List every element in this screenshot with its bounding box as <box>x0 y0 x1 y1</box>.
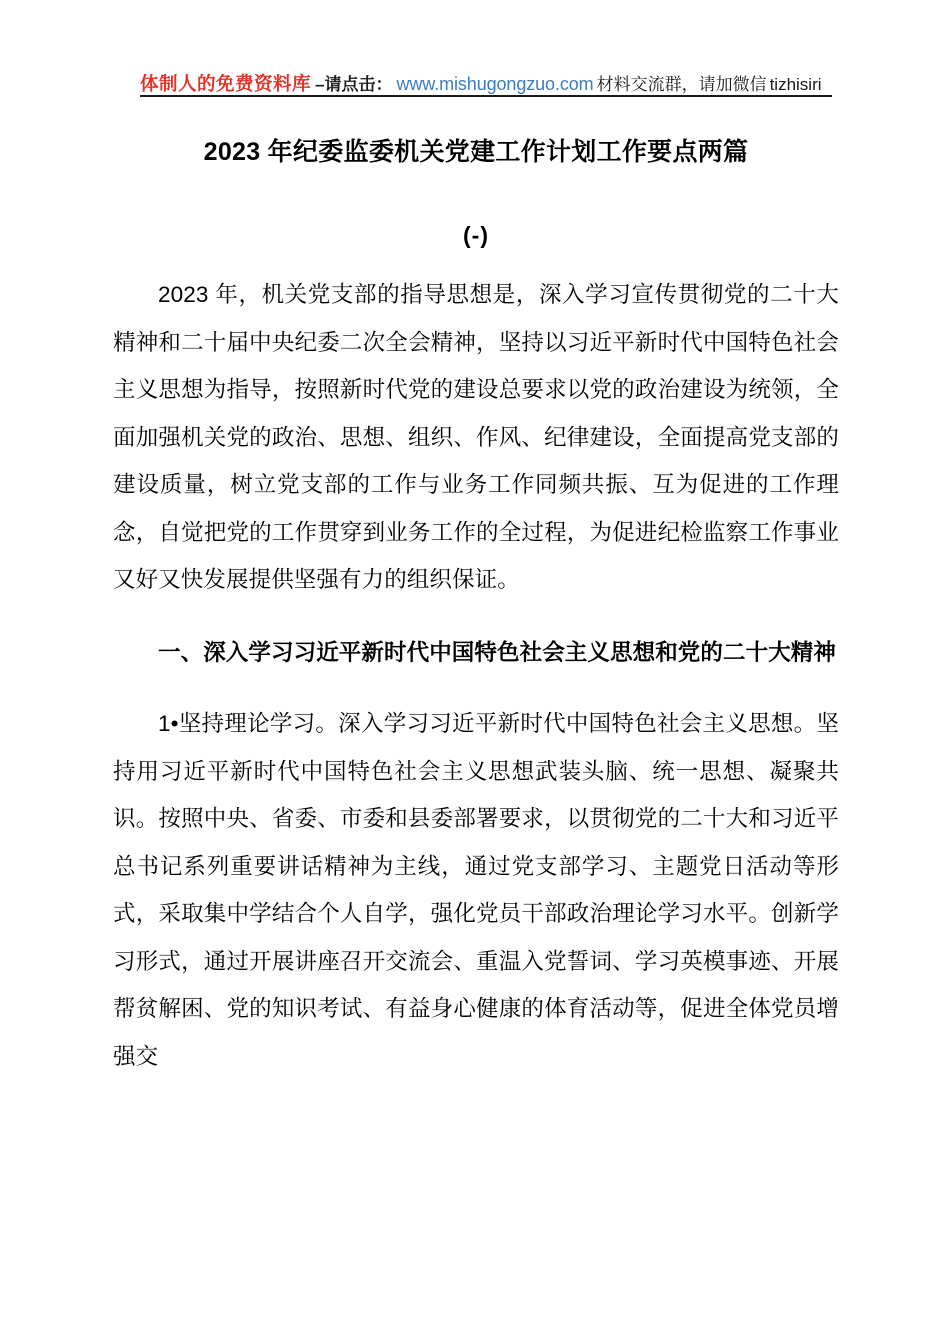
promo-website-link[interactable]: www.mishugongzuo.com <box>396 74 594 94</box>
document-body <box>113 128 839 1080</box>
list-item-one-paragraph: 1•坚持理论学习。深入学习习近平新时代中国特色社会主义思想。坚持用习近平新时代中国特色社会主义思想武装头脑、统一思想、凝聚共识。按照中央、省委、市委和县委部署要求，以贯彻党的二十大和习近平总书记系列重要讲话精神为主线，通过党支部学习、主题党日活动等形式，采取集中学结合个人自学，强化党员干部政治理论学习水平。创新学习形式，通过开展讲座召开交流会、重温入党誓词、学习英模事迹、开展帮贫解困、党的知识考试、有益身心健康的体育活动等，促进全体党员增强交 <box>113 711 839 1069</box>
promo-click-prompt: –请点击： <box>315 75 393 94</box>
promo-wechat-id: tizhisiri <box>769 75 822 94</box>
section-marker: (-) <box>463 222 489 249</box>
section-heading-one: 一、深入学习习近平新时代中国特色社会主义思想和党的二十大精神 <box>158 639 837 665</box>
promo-header-banner <box>140 57 832 93</box>
promo-brand-label: 体制人的免费资料库 <box>140 72 312 94</box>
intro-paragraph: 2023 年，机关党支部的指导思想是，深入学习宣传贯彻党的二十大精神和二十届中央纪委二次全会精神，坚持以习近平新时代中国特色社会主义思想为指导，按照新时代党的建设总要求以党的政治建设为统领，全面加强机关党的政治、思想、组织、作风、纪律建设，全面提高党支部的建设质量，树立党支部的工作与业务工作同频共振、互为促进的工作理念，自觉把党的工作贯穿到业务工作的全过程，为促进纪检监察工作事业又好又快发展提供坚强有力的组织保证。 <box>113 282 839 593</box>
header-divider <box>140 95 832 97</box>
document-title: 2023 年纪委监委机关党建工作计划工作要点两篇 <box>203 138 749 166</box>
promo-group-label: 材料交流群，请加微信 <box>596 75 767 94</box>
